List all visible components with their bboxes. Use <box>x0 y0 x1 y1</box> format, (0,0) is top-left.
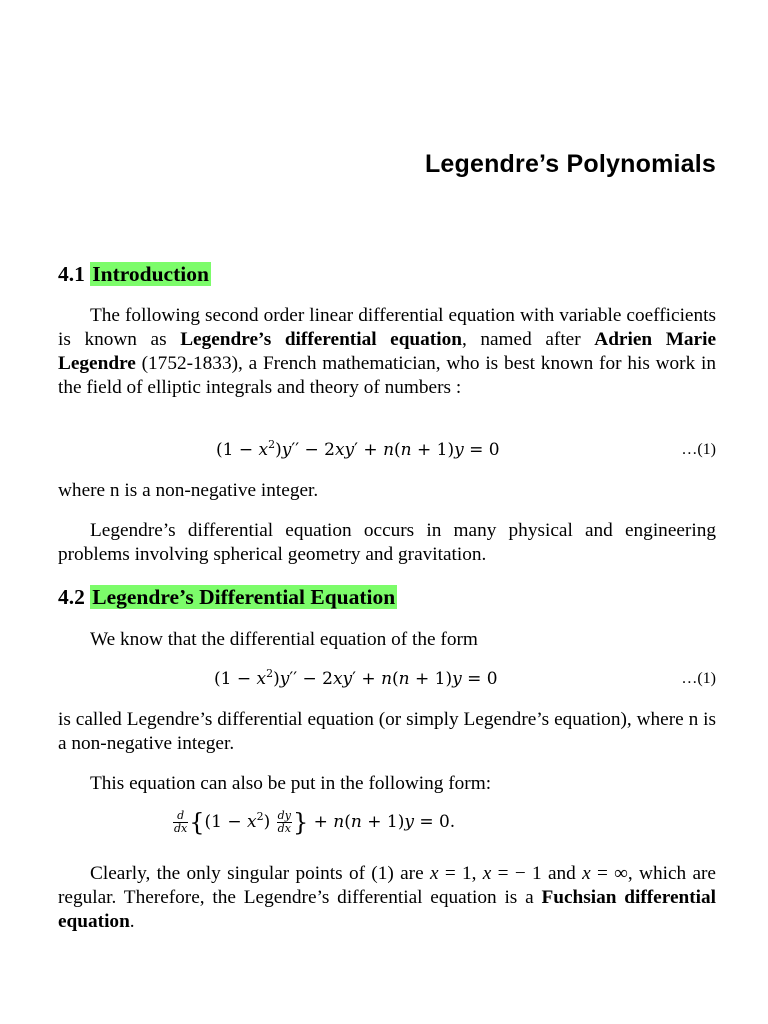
equation-1-repeat: $(1 - x^2)y'' - 2xy' + n(n + 1)y = 0$ <box>214 667 498 689</box>
equation-label: …(1) <box>681 670 716 687</box>
math-var: x <box>482 863 492 884</box>
text: (1752-1833), a French mathematician, who is best known for his work in the field of elliptic integrals and theory of numbers : <box>58 353 716 398</box>
text: Legendre’s differential equation occurs in many physical and engineering problems involving spherical geometry and gravitation. <box>58 520 716 565</box>
paragraph <box>58 628 716 652</box>
paragraph <box>58 772 716 796</box>
equation-1: $(1 - x^2)y'' - 2xy' + n(n + 1)y = 0$ <box>216 438 500 460</box>
section-heading-legendre-equation <box>58 585 397 610</box>
bold-name: Adrien Marie Legendre <box>58 329 717 374</box>
paragraph <box>58 862 716 934</box>
text: The following second order linear differential equation with variable coefficients is known as <box>58 305 716 350</box>
text: This equation can also be put in the following form: <box>90 773 492 794</box>
text: , named after <box>461 329 595 350</box>
text: = − 1 and <box>491 863 583 884</box>
section-title: Legendre’s Differential Equation <box>92 585 396 609</box>
bold-term: Legendre’s differential equation <box>180 329 462 350</box>
math-var: x <box>582 863 591 884</box>
text: . <box>129 911 135 932</box>
equation-alternate-form: $\frac{d}{dx}$ {$(1 - x^2)$ $\frac{dy}{dx}$ } + n(n + 1)y = 0. <box>174 808 456 837</box>
page-title: Legendre’s Polynomials <box>424 150 716 178</box>
text: = 1, <box>438 863 483 884</box>
paragraph <box>58 519 716 567</box>
bold-term: Fuchsian differential equation <box>58 887 716 932</box>
paragraph: is called Legendre’s differential equation (or simply Legendre’s equation), where n is a non-negative integer. <box>58 709 716 754</box>
section-number: 4.1 <box>58 262 85 286</box>
text: = ∞, which are regular. Therefore, the Legendre’s differential equation is a <box>58 863 716 908</box>
section-heading-introduction <box>58 262 211 287</box>
text: We know that the differential equation of the form <box>90 629 478 650</box>
section-title: Introduction <box>92 262 209 286</box>
paragraph: where n is a non-negative integer. <box>58 480 319 501</box>
math-var: x <box>429 863 439 884</box>
equation-label: …(1) <box>681 441 716 458</box>
section-number: 4.2 <box>58 585 85 609</box>
text: Clearly, the only singular points of (1) are <box>90 863 430 884</box>
intro-paragraph <box>58 304 716 400</box>
